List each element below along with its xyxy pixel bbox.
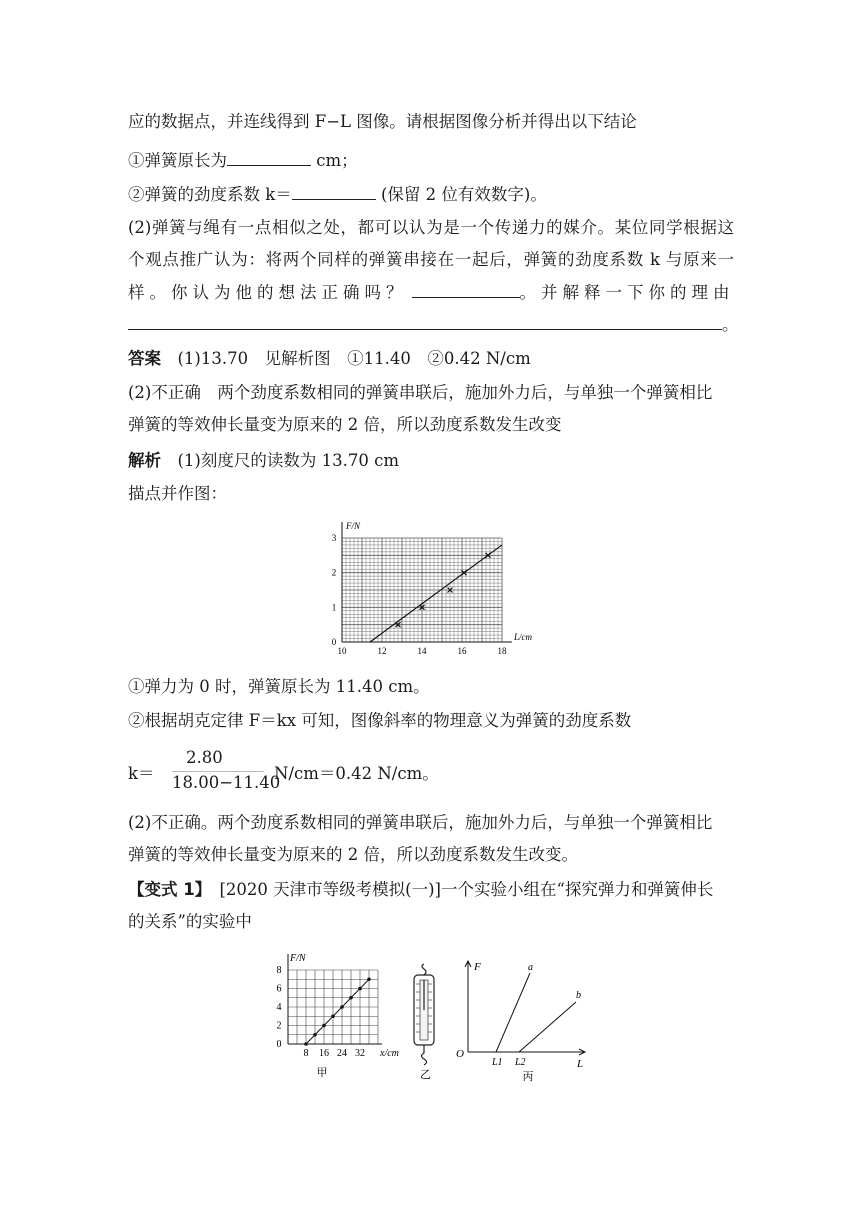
unit-cm: cm； xyxy=(311,151,358,170)
blank-correct[interactable] xyxy=(412,282,520,298)
data-point xyxy=(313,1033,317,1037)
problem-line-1: 应的数据点，并连线得到 F−L 图像。请根据图像分析并得出以下结论 xyxy=(128,112,637,131)
x-tick-label: 32 xyxy=(355,1048,365,1059)
x-tick-label: 18 xyxy=(497,646,507,656)
answer-part1: (1)13.70 见解析图 ①11.40 ②0.42 N/cm xyxy=(177,349,531,368)
analysis-reading: (1)刻度尺的读数为 13.70 cm xyxy=(177,451,399,470)
y-axis-label: F/N xyxy=(346,521,361,531)
figure-jia-caption: 甲 xyxy=(316,1067,328,1079)
y-tick-label: 0 xyxy=(276,1039,282,1050)
problem-line-3 xyxy=(128,184,547,205)
blank-stiffness[interactable] xyxy=(292,184,376,200)
problem-line-5: 个观点推广认为：将两个同样的弹簧串接在一起后，弹簧的劲度系数 k 与原来一 xyxy=(128,250,734,269)
figure-jia-chart xyxy=(264,950,400,1080)
problem-line-6 xyxy=(128,282,735,303)
origin-label: O xyxy=(456,1048,464,1060)
y-tick-label: 2 xyxy=(331,567,337,578)
variant-line-2: 的关系”的实验中 xyxy=(128,912,252,931)
x-axis-label: L/cm xyxy=(514,632,532,642)
bottom-hook-icon xyxy=(422,1045,427,1065)
data-point xyxy=(367,977,371,981)
x-axis-label: L xyxy=(577,1058,584,1070)
figure-yi-caption: 乙 xyxy=(420,1069,431,1080)
variant-label: 【变式 1】 xyxy=(128,880,203,899)
x-axis-label: x/cm xyxy=(380,1048,399,1059)
data-point xyxy=(358,987,362,991)
fraction-numerator: 2.80 xyxy=(186,748,223,767)
y-tick-label: 0 xyxy=(331,637,337,647)
series-line-b xyxy=(519,1002,576,1052)
k-suffix: N/cm＝0.42 N/cm。 xyxy=(274,764,439,783)
data-point xyxy=(331,1014,335,1018)
answer-label: 答案 xyxy=(128,349,161,368)
analysis-line-2: 描点并作图： xyxy=(128,484,227,503)
problem-line-7 xyxy=(128,314,739,335)
answer-line-1 xyxy=(128,349,531,369)
y-tick-label: 2 xyxy=(276,1020,282,1032)
data-point xyxy=(304,1042,308,1046)
problem-line-4: (2)弹簧与绳有一点相似之处，都可以认为是一个传递力的媒介。某位同学根据这 xyxy=(128,218,734,237)
x-tick-label: 10 xyxy=(337,646,347,656)
answer-line-2: (2)不正确 两个劲度系数相同的弹簧串联后，施加外力后，与单独一个弹簧相比 xyxy=(128,383,713,402)
data-point xyxy=(340,1005,344,1009)
figure-bing-chart xyxy=(452,958,592,1084)
y-tick-label: 3 xyxy=(331,533,337,543)
k-prefix: k＝ xyxy=(128,764,155,783)
series-label-b: b xyxy=(576,990,581,1001)
analysis-label: 解析 xyxy=(128,451,161,470)
f-l-chart xyxy=(318,518,546,658)
x-tick-l2: L2 xyxy=(515,1057,526,1068)
blank-original-length[interactable] xyxy=(227,150,311,166)
y-tick-label: 1 xyxy=(331,602,337,613)
top-hook-icon xyxy=(422,964,426,975)
y-tick-label: 4 xyxy=(276,1002,282,1013)
stiffness-formula xyxy=(128,748,628,798)
data-point xyxy=(349,996,353,1000)
figure-bing-caption: 丙 xyxy=(522,1071,534,1083)
x-tick-l1: L1 xyxy=(492,1057,503,1068)
y-axis-label: F/N xyxy=(290,953,306,964)
y-tick-label: 8 xyxy=(276,965,282,976)
stiffness-label: ②弹簧的劲度系数 k＝ xyxy=(128,185,292,204)
x-tick-label: 24 xyxy=(337,1048,347,1059)
original-length-label: ①弹簧原长为 xyxy=(128,151,227,170)
analysis-line-5: (2)不正确。两个劲度系数相同的弹簧串联后，施加外力后，与单独一个弹簧相比 xyxy=(128,813,713,832)
question-text: 样。你认为他的想法正确吗？ xyxy=(128,283,408,302)
variant-line-1 xyxy=(128,880,713,900)
x-tick-label: 16 xyxy=(457,646,467,656)
reason-text: 。并解释一下你的理由 xyxy=(519,283,735,302)
x-tick-label: 12 xyxy=(377,646,387,656)
x-tick-label: 8 xyxy=(303,1048,309,1059)
data-point xyxy=(322,1024,326,1028)
problem-line-2 xyxy=(128,150,358,171)
blank-reason[interactable] xyxy=(128,314,722,330)
series-line-a xyxy=(496,973,530,1052)
answer-line-3: 弹簧的等效伸长量变为原来的 2 倍，所以劲度系数发生改变 xyxy=(128,415,562,434)
x-tick-label: 16 xyxy=(319,1048,329,1059)
series-label-a: a xyxy=(528,962,533,973)
variant-source: [2020 天津市等级考模拟(一)]一个实验小组在“探究弹力和弹簧伸长 xyxy=(219,880,714,899)
fraction-bar xyxy=(172,771,264,772)
period: 。 xyxy=(722,315,739,334)
analysis-line-6: 弹簧的等效伸长量变为原来的 2 倍，所以劲度系数发生改变。 xyxy=(128,845,578,864)
fraction-denominator: 18.00−11.40 xyxy=(172,773,281,792)
x-tick-label: 14 xyxy=(417,646,427,656)
y-axis-label: F xyxy=(474,961,481,973)
analysis-line-4: ②根据胡克定律 F＝kx 可知，图像斜率的物理意义为弹簧的劲度系数 xyxy=(128,711,632,730)
stiffness-note: (保留 2 位有效数字)。 xyxy=(375,185,547,204)
y-tick-label: 6 xyxy=(276,983,282,995)
analysis-line-1 xyxy=(128,451,399,471)
analysis-line-3: ①弹力为 0 时，弹簧原长为 11.40 cm。 xyxy=(128,677,430,696)
figure-yi-spring-scale xyxy=(404,962,444,1080)
